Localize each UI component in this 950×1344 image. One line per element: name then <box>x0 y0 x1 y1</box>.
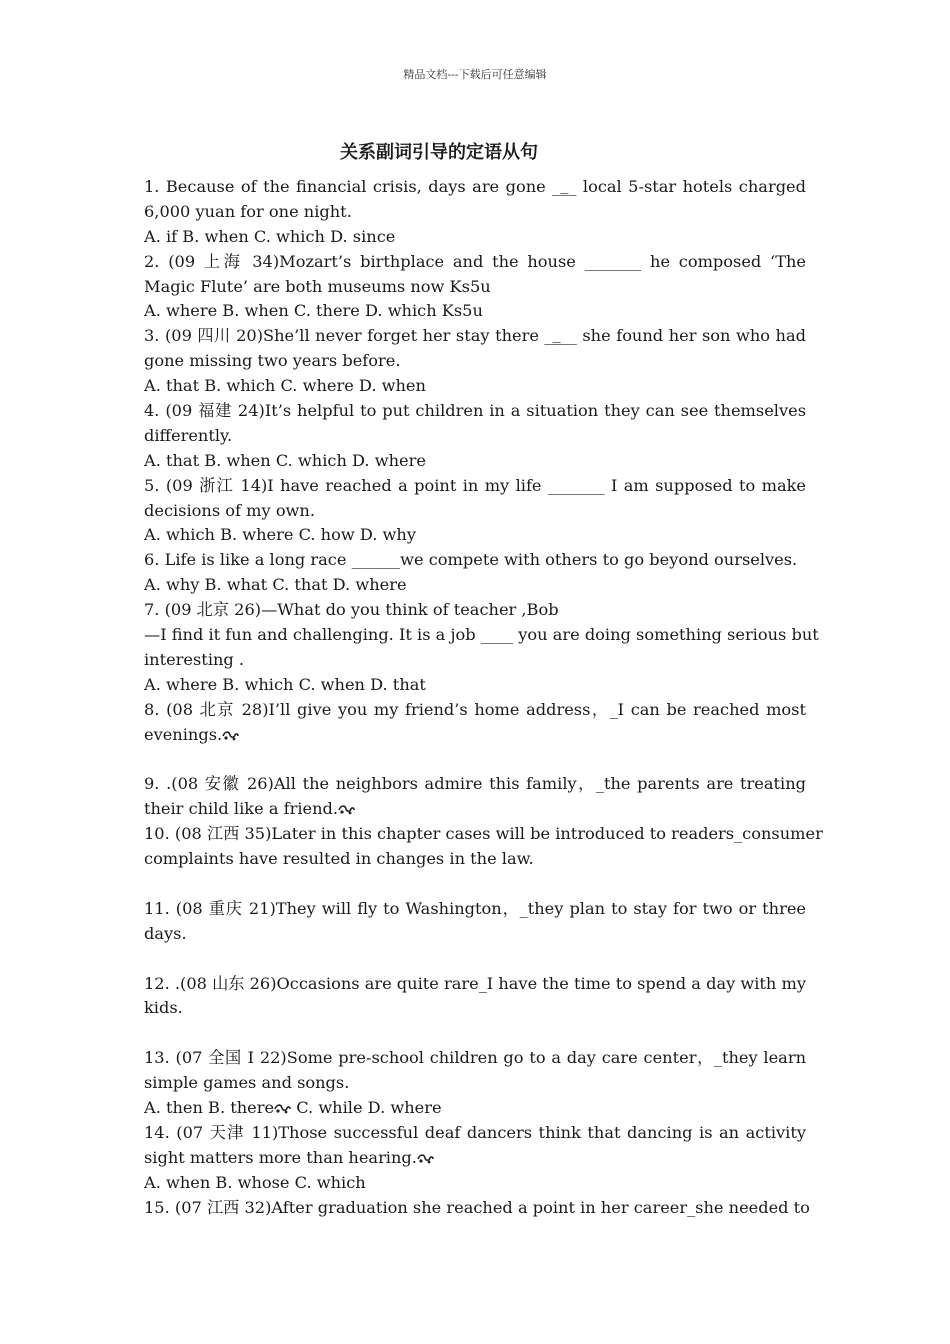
line-text: 11. (08 重庆 21)They will fly to Washington，_they plan to stay for two or three <box>144 898 806 918</box>
text-line <box>144 523 806 548</box>
text-line <box>144 598 806 623</box>
text-line <box>144 1171 806 1196</box>
text-line <box>144 648 806 673</box>
line-text: 4. (09 福建 24)It’s helpful to put children in a situation they can see themselves <box>144 401 806 421</box>
line-text: 14. (07 天津 11)Those successful deaf dancers think that dancing is an activity <box>144 1122 806 1142</box>
line-text: A. when B. whose C. which <box>144 1172 366 1192</box>
line-text: A. where B. when C. there D. which Ks5u <box>144 301 483 321</box>
document-title: 关系副词引导的定语从句 <box>340 142 538 163</box>
line-text: A. if B. when C. which D. since <box>144 226 396 246</box>
text-line <box>144 972 806 997</box>
line-text: A. why B. what C. that D. where <box>144 575 407 595</box>
blank-line <box>144 747 806 772</box>
text-line <box>144 1146 806 1171</box>
line-text: A. that B. which C. where D. when <box>144 376 426 396</box>
text-line <box>144 250 806 275</box>
text-line <box>144 324 806 349</box>
scribble-mark-icon <box>338 798 355 810</box>
text-line <box>144 349 806 374</box>
blank-line <box>144 872 806 897</box>
line-text: —I find it fun and challenging. It is a job ____ you are doing something serious but <box>144 625 819 645</box>
text-line <box>144 1096 806 1121</box>
line-text: Magic Flute’ are both museums now Ks5u <box>144 276 491 296</box>
line-text: A. where B. which C. when D. that <box>144 674 426 694</box>
line-text: their child like a friend. <box>144 799 339 819</box>
text-line <box>144 1071 806 1096</box>
line-text: 13. (07 全国 I 22)Some pre-school children go to a day care center，_they learn <box>144 1048 806 1068</box>
scribble-mark-icon <box>274 1097 291 1109</box>
text-line <box>144 449 806 474</box>
blank-line <box>144 1021 806 1046</box>
line-text: 5. (09 浙江 14)I have reached a point in my life _______ I am supposed to make <box>144 475 806 495</box>
text-line <box>144 275 806 300</box>
line-text: 3. (09 四川 20)She’ll never forget her stay there _‗__ she found her son who had <box>144 326 806 346</box>
text-line <box>144 623 819 648</box>
text-line <box>144 673 806 698</box>
text-line <box>144 797 806 822</box>
line-text: A. then B. there <box>144 1097 275 1117</box>
line-text: complaints have resulted in changes in the law. <box>144 849 534 869</box>
text-line <box>144 897 806 922</box>
line-text: A. that B. when C. which D. where <box>144 450 426 470</box>
text-line <box>144 1121 806 1146</box>
scribble-mark-icon <box>417 1147 434 1159</box>
line-text: 2. (09 上海 34)Mozart’s birthplace and the house _______ he composed ‘The <box>144 251 806 271</box>
text-line <box>144 723 806 748</box>
text-line <box>144 822 823 847</box>
text-line <box>144 772 806 797</box>
line-text: kids. <box>144 998 183 1018</box>
text-line <box>144 374 806 399</box>
scribble-mark-icon <box>222 724 239 736</box>
document-body <box>144 175 823 1220</box>
text-line <box>144 847 806 872</box>
line-text: differently. <box>144 425 233 445</box>
line-text: interesting . <box>144 649 245 669</box>
line-text: 8. (08 北京 28)I’ll give you my friend’s home address，_I can be reached most <box>144 699 806 719</box>
line-text: 6. Life is like a long race ______we compete with others to go beyond ourselves. <box>144 550 798 570</box>
line-text: gone missing two years before. <box>144 351 401 371</box>
line-text: decisions of my own. <box>144 500 315 520</box>
text-line <box>144 200 806 225</box>
line-text: A. which B. where C. how D. why <box>144 525 416 545</box>
line-text: simple games and songs. <box>144 1073 350 1093</box>
line-text: 15. (07 江西 32)After graduation she reached a point in her career_she needed to <box>144 1197 810 1217</box>
line-text: 7. (09 北京 26)—What do you think of teacher ,Bob <box>144 600 559 620</box>
line-text: evenings. <box>144 724 223 744</box>
text-line <box>144 698 806 723</box>
line-text: days. <box>144 923 187 943</box>
text-line <box>144 175 806 200</box>
text-line <box>144 573 806 598</box>
text-line <box>144 548 806 573</box>
line-text-after: C. while D. where <box>291 1097 442 1117</box>
line-text: 10. (08 江西 35)Later in this chapter cases will be introduced to readers_consumer <box>144 824 823 844</box>
blank-line <box>144 947 806 972</box>
text-line <box>144 499 806 524</box>
text-line <box>144 299 806 324</box>
text-line <box>144 399 806 424</box>
text-line <box>144 225 806 250</box>
line-text: 6,000 yuan for one night. <box>144 201 352 221</box>
text-line <box>144 1046 806 1071</box>
text-line <box>144 474 806 499</box>
line-text: sight matters more than hearing. <box>144 1147 417 1167</box>
text-line <box>144 424 806 449</box>
line-text: 1. Because of the financial crisis, days are gone _‗_ local 5-star hotels charged <box>144 177 806 196</box>
text-line <box>144 996 806 1021</box>
text-line <box>144 1196 810 1221</box>
text-line <box>144 922 806 947</box>
page-header: 精品文档---下载后可任意编辑 <box>403 68 547 81</box>
line-text: 12. .(08 山东 26)Occasions are quite rare_I have the time to spend a day with my <box>144 973 806 993</box>
line-text: 9. .(08 安徽 26)All the neighbors admire this family，_the parents are treating <box>144 774 806 794</box>
